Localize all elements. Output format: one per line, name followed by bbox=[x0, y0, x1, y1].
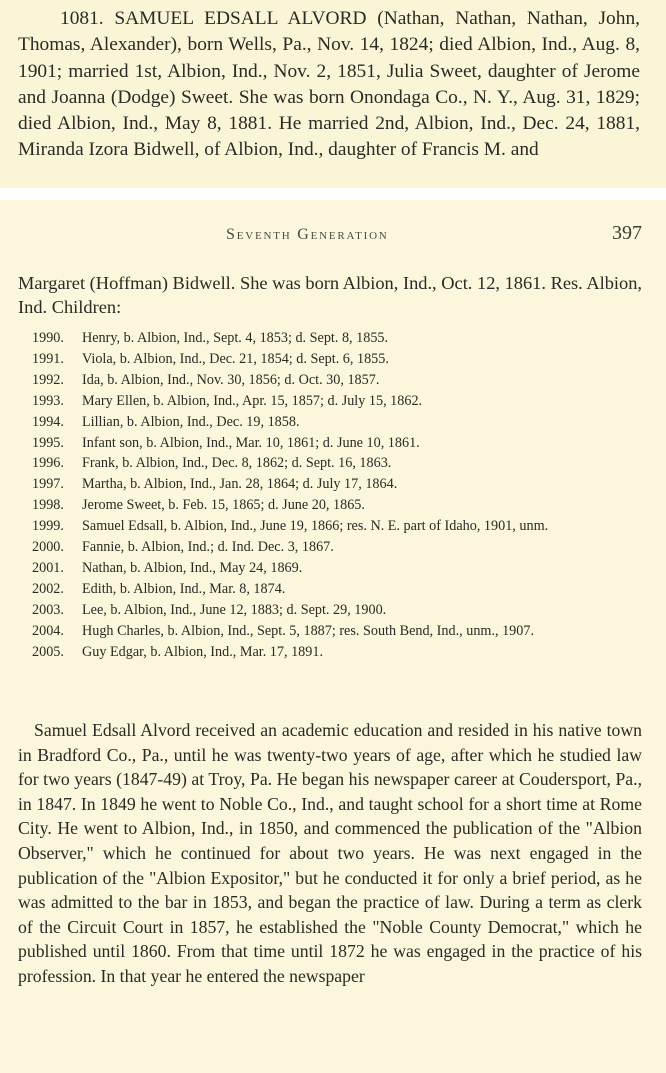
child-entry-1994 bbox=[18, 412, 650, 433]
child-number: 2001. bbox=[32, 559, 64, 576]
child-entry-1998 bbox=[18, 495, 650, 516]
child-entry-2000 bbox=[18, 537, 650, 558]
child-number: 1992. bbox=[32, 371, 64, 388]
page-separator bbox=[0, 188, 666, 200]
child-number: 1993. bbox=[32, 392, 64, 409]
child-entry-1993 bbox=[18, 391, 650, 412]
child-details: Jerome Sweet, b. Feb. 15, 1865; d. June 20, 1865. bbox=[82, 497, 365, 514]
children-list bbox=[18, 328, 650, 663]
child-details: Frank, b. Albion, Ind., Dec. 8, 1862; d. Sept. 16, 1863. bbox=[82, 455, 392, 472]
child-details: Mary Ellen, b. Albion, Ind., Apr. 15, 1857; d. July 15, 1862. bbox=[82, 392, 423, 409]
child-entry-1999 bbox=[18, 516, 650, 537]
intro-paragraph: Margaret (Hoffman) Bidwell. She was born Albion, Ind., Oct. 12, 1861. Res. Albion, Ind. Children: bbox=[18, 273, 643, 317]
child-entry-1997 bbox=[18, 474, 650, 495]
child-number: 1996. bbox=[32, 455, 64, 472]
child-details: Samuel Edsall, b. Albion, Ind., June 19, 1866; res. N. E. part of Idaho, 1901, unm. bbox=[82, 518, 549, 535]
child-number: 1999. bbox=[32, 518, 64, 535]
child-details: Guy Edgar, b. Albion, Ind., Mar. 17, 1891. bbox=[82, 643, 323, 660]
child-number: 1990. bbox=[32, 330, 64, 346]
child-entry-2003 bbox=[18, 600, 650, 621]
child-number: 1994. bbox=[32, 413, 64, 430]
child-entry-2001 bbox=[18, 558, 650, 579]
biography-paragraph: Samuel Edsall Alvord received an academic education and resided in his native town in Bradford Co., Pa., until he was twenty-two years of age, after which he studied law for two years (1847-49) at Troy, Pa. He began his newspaper career at Coudersport, Pa., in 1847. In 1849 he went to Noble Co., Ind., and taught school for a short time at Rome City. He went to Albion, Ind., in 1850, and commenced the publication of the "Albion Observer," which he continued for about two years. He was next engaged in the publication of the "Albion Expositor," but he conducted it for only a brief period, as he was admitted to the bar in 1853, and began the practice of law. During a term as clerk of the Circuit Court in 1857, he established the "Noble County Democrat," which he published until 1860. From that time until 1872 he was engaged in the practice of his profession. In that year he entered the newspaper bbox=[18, 720, 642, 986]
child-details: Lillian, b. Albion, Ind., Dec. 19, 1858. bbox=[82, 413, 300, 430]
child-number: 2002. bbox=[32, 580, 64, 597]
child-number: 1991. bbox=[32, 350, 64, 367]
child-number: 1995. bbox=[32, 434, 64, 451]
child-details: Nathan, b. Albion, Ind., May 24, 1869. bbox=[82, 559, 303, 576]
child-entry-1991 bbox=[18, 349, 650, 370]
child-entry-2002 bbox=[18, 579, 650, 600]
child-details: Fannie, b. Albion, Ind.; d. Ind. Dec. 3, 1867. bbox=[82, 539, 334, 556]
child-entry-1996 bbox=[18, 453, 650, 474]
child-entry-1990 bbox=[18, 328, 650, 349]
running-title: Seventh Generation bbox=[226, 226, 389, 243]
page-number: 397 bbox=[612, 222, 642, 244]
child-details: Viola, b. Albion, Ind., Dec. 21, 1854; d. Sept. 6, 1855. bbox=[82, 350, 389, 367]
entry-1081-paragraph: 1081. SAMUEL EDSALL ALVORD (Nathan, Nathan, Nathan, John, Thomas, Alexander), born Wells, Pa., Nov. 14, 1824; died Albion, Ind., Aug. 8, 1901; married 1st, Albion, Ind., Nov. 2, 1851, Julia Sweet, daughter of Jerome and Joanna (Dodge) Sweet. She was born Onondaga Co., N. Y., Aug. 31, 1829; died Albion, Ind., May 8, 1881. He married 2nd, Albion, Ind., Dec. 24, 1881, Miranda Izora Bidwell, of Albion, Ind., daughter of Francis M. and bbox=[18, 8, 640, 161]
child-details: Henry, b. Albion, Ind., Sept. 4, 1853; d. Sept. 8, 1855. bbox=[82, 330, 389, 346]
child-number: 2005. bbox=[32, 643, 64, 660]
child-number: 2004. bbox=[32, 622, 64, 639]
child-entry-1992 bbox=[18, 370, 650, 391]
child-details: Infant son, b. Albion, Ind., Mar. 10, 1861; d. June 10, 1861. bbox=[82, 434, 420, 451]
previous-page-fragment bbox=[0, 0, 666, 188]
child-details: Edith, b. Albion, Ind., Mar. 8, 1874. bbox=[82, 580, 286, 597]
running-head bbox=[0, 222, 666, 248]
child-details: Lee, b. Albion, Ind., June 12, 1883; d. Sept. 29, 1900. bbox=[82, 601, 387, 618]
child-details: Hugh Charles, b. Albion, Ind., Sept. 5, 1887; res. South Bend, Ind., unm., 1907. bbox=[82, 622, 535, 639]
child-entry-2004 bbox=[18, 621, 650, 642]
child-entry-2005 bbox=[18, 642, 650, 663]
child-details: Martha, b. Albion, Ind., Jan. 28, 1864; d. July 17, 1864. bbox=[82, 476, 398, 493]
book-page-397 bbox=[0, 200, 666, 1073]
child-details: Ida, b. Albion, Ind., Nov. 30, 1856; d. Oct. 30, 1857. bbox=[82, 371, 380, 388]
child-entry-1995 bbox=[18, 433, 650, 454]
child-number: 2003. bbox=[32, 601, 64, 618]
child-number: 1998. bbox=[32, 497, 64, 514]
child-number: 1997. bbox=[32, 476, 64, 493]
child-number: 2000. bbox=[32, 539, 64, 556]
